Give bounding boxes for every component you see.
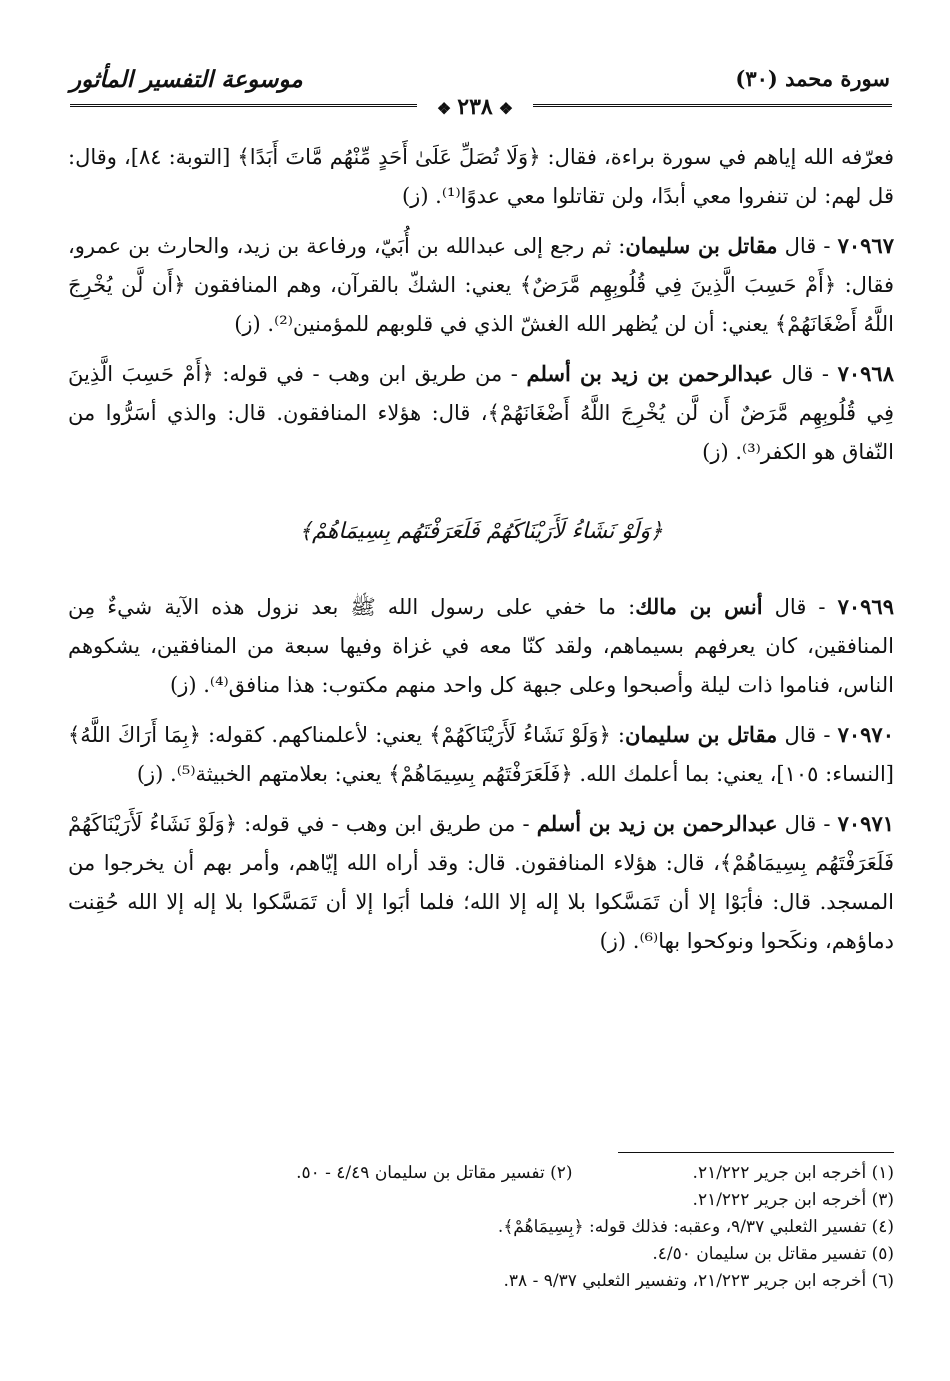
page-number: ٢٣٨ <box>457 94 493 120</box>
entry-paragraph <box>68 804 894 961</box>
entry-paragraph <box>68 587 894 705</box>
entry-number: ٧٠٩٦٧ <box>837 233 894 258</box>
entry-narrator: مقاتل بن سليمان <box>625 722 778 747</box>
surah-title: سورة محمد (٣٠) <box>735 66 890 91</box>
entry-prefix: - قال <box>784 812 831 836</box>
footnote: (٤) تفسير الثعلبي ٩/٣٧، وعقبه: فذلك قوله: ﴿بِسِيمَاهُمْ﴾. <box>497 1217 894 1237</box>
entry-text: : ما خفي على رسول الله ﷺ بعد نزول هذه الآية شيءٌ مِن المنافقين، كان يعرفهم بسيماهم، ولقد كنّا معه في غزاة وفيها سبعة من المنافقين، يشكوهم الناس، فناموا ذات ليلة وأصبحوا وعلى جبهة كل واحد منهم مكتوب: هذا منافق⁽⁴⁾. (ز) <box>68 595 894 697</box>
entry-text: - من طريق ابن وهب - في قوله: ﴿وَلَوْ نَشَاءُ لَأَرَيْنَاكَهُمْ فَلَعَرَفْتَهُم بِسِيمَاهُمْ﴾، قال: هؤلاء المنافقون. قال: وقد أراه الله إيّاهم، وأمر بهم أن يخرجوا من المسجد. قال: فأبَوْا إلا أن تَمَسَّكوا بلا إله إلا الله؛ فلما أبَوا إلا أن تَمَسَّكوا بلا إله إلا الله حُقِنت دماؤهم، ونكَحوا ونوكحوا بها⁽⁶⁾. (ز) <box>68 812 894 953</box>
intro-paragraph: فعرّفه الله إياهم في سورة براءة، فقال: ﴿وَلَا تُصَلِّ عَلَىٰ أَحَدٍ مِّنْهُم مَّاتَ أَبَدًا﴾ [التوبة: ٨٤]، وقال: قل لهم: لن تنفروا معي أبدًا، ولن تقاتلوا معي عدوًا⁽¹⁾. (ز) <box>68 145 894 208</box>
footnote: (١) أخرجه ابن جرير ٢١/٢٢٢. <box>692 1163 894 1183</box>
entry-prefix: - قال <box>784 723 831 747</box>
entry-number: ٧٠٩٧١ <box>837 811 895 836</box>
entry-number: ٧٠٩٦٩ <box>837 594 894 619</box>
footnote: (٦) أخرجه ابن جرير ٢١/٢٢٣، وتفسير الثعلبي ٩/٣٧ - ٣٨. <box>503 1271 894 1291</box>
footnote: (٣) أخرجه ابن جرير ٢١/٢٢٢. <box>692 1190 894 1210</box>
entry-number: ٧٠٩٦٨ <box>837 361 894 386</box>
book-title: موسوعة التفسير المأثور <box>70 66 303 93</box>
entry-paragraph <box>68 226 894 344</box>
entry-prefix: - قال <box>774 595 826 619</box>
entry-prefix: - قال <box>781 362 830 386</box>
entry-text: : ثم رجع إلى عبدالله بن أُبَيّ، ورفاعة بن زيد، والحارث بن عمرو، فقال: ﴿أَمْ حَسِبَ الَّذِينَ فِي قُلُوبِهِم مَّرَضٌ﴾ يعني: الشكّ بالقرآن، وهم المنافقون ﴿أَن لَّن يُخْرِجَ اللَّهُ أَضْغَانَهُمْ﴾ يعني: أن لن يُظهر الله الغشّ الذي في قلوبهم للمؤمنين⁽²⁾. (ز) <box>68 234 894 336</box>
entry-narrator: مقاتل بن سليمان <box>625 233 778 258</box>
ornament-icon: ❖ <box>436 99 452 118</box>
main-text <box>68 138 894 971</box>
entry-narrator: أنس بن مالك <box>635 594 763 619</box>
footnote: (٢) تفسير مقاتل بن سليمان ٤/٤٩ - ٥٠. <box>296 1163 573 1183</box>
entry-text: - من طريق ابن وهب - في قوله: ﴿أَمْ حَسِبَ الَّذِينَ فِي قُلُوبِهِم مَّرَضٌ أَن لَّن يُخْرِجَ اللَّهُ أَضْغَانَهُمْ﴾، قال: هؤلاء المنافقون. قال: والذي أسَرُّوا من النّفاق هو الكفر⁽³⁾. (ز) <box>68 362 894 464</box>
footnote: (٥) تفسير مقاتل بن سليمان ٤/٥٠. <box>652 1244 894 1264</box>
entry-paragraph <box>68 715 894 794</box>
entry-paragraph <box>68 354 894 472</box>
entry-prefix: - قال <box>784 234 831 258</box>
entry-number: ٧٠٩٧٠ <box>837 722 894 747</box>
page-number-box <box>417 94 533 120</box>
footnote-rule <box>618 1152 894 1153</box>
footnotes <box>120 1160 894 1295</box>
ornament-icon: ❖ <box>498 99 514 118</box>
page-number-container <box>0 94 950 120</box>
verse-heading: ﴿وَلَوْ نَشَاءُ لَأَرَيْنَاكَهُمْ فَلَعَرَفْتَهُم بِسِيمَاهُمْ﴾ <box>299 519 663 544</box>
entry-narrator: عبدالرحمن بن زيد بن أسلم <box>536 811 778 836</box>
entry-narrator: عبدالرحمن بن زيد بن أسلم <box>526 361 774 386</box>
footnote-row <box>120 1160 894 1187</box>
entry-text: : ﴿وَلَوْ نَشَاءُ لَأَرَيْنَاكَهُمْ﴾ يعني: لأعلمناكهم. كقوله: ﴿بِمَا أَرَاكَ اللَّهُ﴾ [النساء: ١٠٥]، يعني: بما أعلمك الله. ﴿فَلَعَرَفْتَهُم بِسِيمَاهُمْ﴾ يعني: بعلامتهم الخبيثة⁽⁵⁾. (ز) <box>68 723 894 786</box>
